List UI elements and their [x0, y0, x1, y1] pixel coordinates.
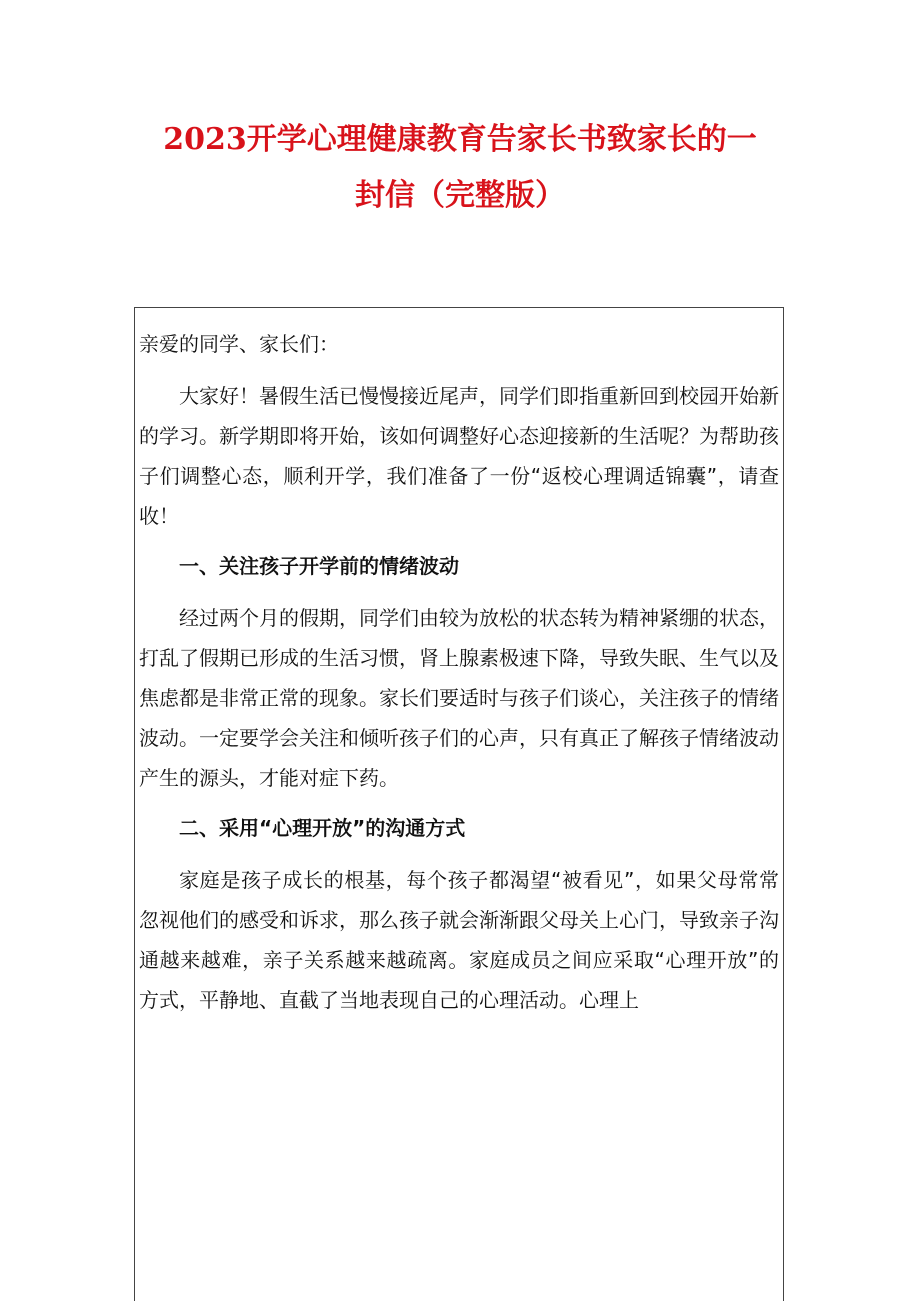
section-1-paragraph: 经过两个月的假期，同学们由较为放松的状态转为精神紧绷的状态，打乱了假期已形成的生活习惯，肾上腺素极速下降，导致失眠、生气以及焦虑都是非常正常的现象。家长们要适时与孩子们谈心，关注孩子的情绪波动。一定要学会关注和倾听孩子们的心声，只有真正了解孩子情绪波动产生的源头，才能对症下药。 — [139, 606, 779, 790]
section-1-heading: 一、关注孩子开学前的情绪波动 — [179, 554, 459, 578]
title-line-1: 2023开学心理健康教育告家长书致家长的一 — [163, 122, 757, 157]
section-2-paragraph: 家庭是孩子成长的根基，每个孩子都渴望“被看见”，如果父母常常忽视他们的感受和诉求，那么孩子就会渐渐跟父母关上心门，导致亲子沟通越来越难，亲子关系越来越疏离。家庭成员之间应采取“心理开放”的方式，平静地、直截了当地表现自己的心理活动。心理上 — [139, 868, 779, 1012]
title-line-2: 封信（完整版） — [355, 178, 565, 213]
section-2-heading: 二、采用“心理开放”的沟通方式 — [179, 816, 466, 840]
document-title — [130, 112, 790, 224]
letter-frame — [134, 307, 784, 1301]
letter-body — [139, 324, 779, 1030]
intro-paragraph: 大家好！暑假生活已慢慢接近尾声，同学们即指重新回到校园开始新的学习。新学期即将开始，该如何调整好心态迎接新的生活呢？为帮助孩子们调整心态，顺利开学，我们准备了一份“返校心理调适锦囊”，请查收！ — [139, 384, 779, 528]
greeting: 亲爱的同学、家长们： — [139, 332, 339, 356]
